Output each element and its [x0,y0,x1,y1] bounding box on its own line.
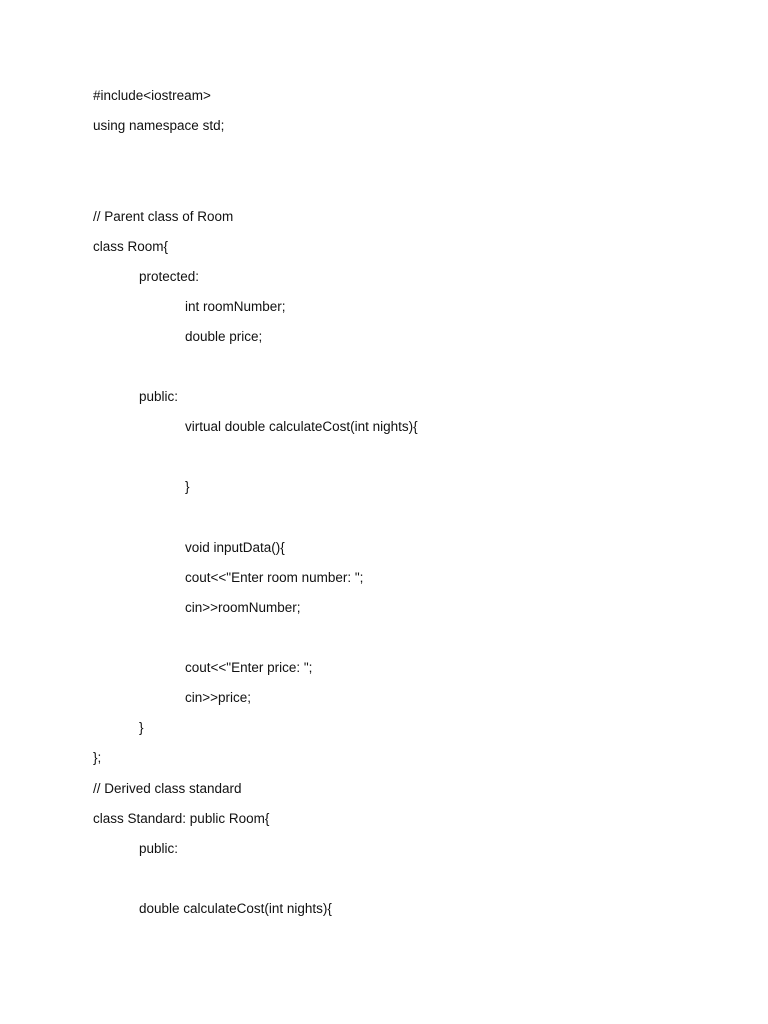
code-line-cin-price: cin>>price; [185,690,252,705]
code-line-protected: protected: [139,269,200,284]
code-line-include: #include<iostream> [93,88,211,103]
code-line-class-end: }; [93,750,102,765]
code-line-virtual-calc-cost: virtual double calculateCost(int nights){ [185,419,418,434]
code-line-close-brace: } [185,479,190,494]
code-line-price-decl: double price; [185,329,263,344]
code-line-room-number-decl: int roomNumber; [185,299,286,314]
code-line-close-brace: } [139,720,144,735]
code-line-cin-room-number: cin>>roomNumber; [185,600,301,615]
code-comment-derived-class: // Derived class standard [93,781,242,796]
code-line-input-data: void inputData(){ [185,540,285,555]
code-line-calc-cost: double calculateCost(int nights){ [139,901,332,916]
code-line-using-namespace: using namespace std; [93,118,225,133]
code-line-class-room: class Room{ [93,239,169,254]
code-line-public: public: [139,389,179,404]
code-line-class-standard: class Standard: public Room{ [93,811,270,826]
code-line-cout-price: cout<<"Enter price: "; [185,660,313,675]
code-line-cout-room-number: cout<<"Enter room number: "; [185,570,364,585]
code-comment-parent-class: // Parent class of Room [93,209,234,224]
code-line-public: public: [139,841,179,856]
